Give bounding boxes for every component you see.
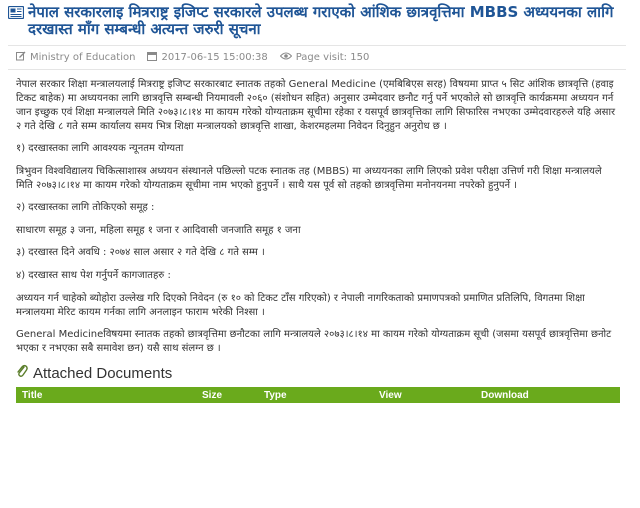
notice-title-row: [8, 4, 632, 38]
section-heading-qualification: १) दरखास्तका लागि आवश्यक न्यूनतम योग्यता: [16, 143, 184, 154]
meta-visits: [280, 52, 370, 63]
attachments-title: Attached Documents: [33, 364, 173, 382]
body-paragraph-qualification: त्रिभुवन विश्वविद्यालय चिकित्साशास्त्र अध्ययन संस्थानले पछिल्लो पटक स्नातक तह (MBBS) मा अध्ययनका लागि लिएको प्रवेश परीक्षा उत्तिर्ण गरी शिक्षा मन्त्रालयले मिति २०७३।८।१४ मा कायम गरेको योग्यताक्रम सूचीमा नाम भएको हुनुपर्ने । साथै यस पूर्व सो तहको छात्रवृत्तिमा मनोनयनमा नपरेको हुनुपर्ने ।: [16, 166, 602, 191]
body-paragraph-intro: नेपाल सरकार शिक्षा मन्त्रालयलाई मित्रराष्ट्र इजिप्ट सरकारबाट स्नातक तहको General Medicine (एमबिबिएस सरह) विषयमा प्राप्त ५ सिट आंशिक छात्रवृत्ति (हवाइ टिकट बाहेक) मा अध्ययनका लागि छात्रवृत्ति सम्बन्धी नियमावली २०६० (संशोधन सहित) अनुसार उम्मेदवार छनौट गर्नु पर्ने भएकोले सो छात्रवृत्ति कार्यक्रममा अध्ययन गर्न जान इच्छुक एवं शिक्षा मन्त्रालयले मिति २०७३।८।१४ मा कायम गरेको योग्यताक्रम सूचीमा रहेका र यसपूर्व छात्रवृत्तिका लागि सिफारिस नभएका उम्मेदवारहरुले यहि असार २ गते देखि ८ गते सम्म कार्यालय समय भित्र शिक्षा मन्त्रालयको छात्रवृत्ति शाखा, केशरमहलमा निवेदन दिनुहुन अनुरोध छ ।: [16, 79, 616, 132]
section-heading-documents: ४) दरखास्त साथ पेश गर्नुपर्ने कागजातहरु :: [16, 270, 171, 281]
section-heading-period: ३) दरखास्त दिने अवधि : २०७४ साल असार २ गते देखि ८ गते सम्म ।: [16, 247, 265, 258]
visits-text: Page visit: 150: [295, 52, 370, 63]
notice-meta: [8, 46, 632, 69]
meta-author: [16, 51, 135, 64]
paperclip-icon: [16, 364, 28, 382]
body-paragraph-merit-list: General Medicineविषयमा स्नातक तहको छात्रवृत्तिमा छनौटका लागि मन्त्रालयले २०७३।८।१४ मा कायम गरेको योग्यताक्रम सूची (जसमा यसपूर्व छात्रवृत्तिमा छनोट भएका र नभएका सबै समावेश छन) यसै साथ संलग्न छ ।: [16, 329, 612, 354]
newspaper-icon: [8, 6, 24, 23]
attachments-table: [16, 387, 620, 403]
eye-icon: [280, 52, 292, 63]
edit-icon: [16, 51, 26, 64]
column-header-view[interactable]: View: [379, 389, 402, 401]
date-text: 2017-06-15 15:00:38: [161, 52, 268, 63]
column-header-download[interactable]: Download: [481, 389, 529, 401]
page-title: नेपाल सरकारलाइ मित्रराष्ट्र इजिप्ट सरकारले उपलब्ध गराएको आंशिक छात्रवृत्तिमा MBBS अध्ययनका लागि दरखास्त माँग सम्बन्धी अत्यन्त जरुरी सूचना: [28, 3, 614, 38]
calendar-icon: [147, 51, 157, 64]
attachments-heading: [8, 364, 632, 382]
author-text: Ministry of Education: [30, 52, 136, 63]
attachments-table-header: [16, 387, 620, 403]
section-heading-groups: २) दरखास्तका लागि तोकिएको समूह :: [16, 202, 155, 213]
column-header-type[interactable]: Type: [264, 389, 287, 401]
meta-date: [147, 51, 267, 64]
column-header-title[interactable]: Title: [22, 389, 43, 401]
body-paragraph-groups: साधारण समूह ३ जना, महिला समूह १ जना र आदिवासी जनजाति समूह १ जना: [16, 225, 301, 236]
body-paragraph-documents: अध्ययन गर्न चाहेको ब्योहोरा उल्लेख गरि दिएको निवेदन (रु १० को टिकट टाँस गरिएको) र नेपाली नागरिकताको प्रमाणपत्रको प्रमाणित प्रतिलिपि, विगतमा शिक्षा मन्त्रालयमा मेरिट कायम गर्नका लागि अनलाइन फाराम भरेकी निश्सा ।: [16, 293, 585, 318]
notice-body: [8, 70, 632, 356]
column-header-size[interactable]: Size: [202, 389, 223, 401]
